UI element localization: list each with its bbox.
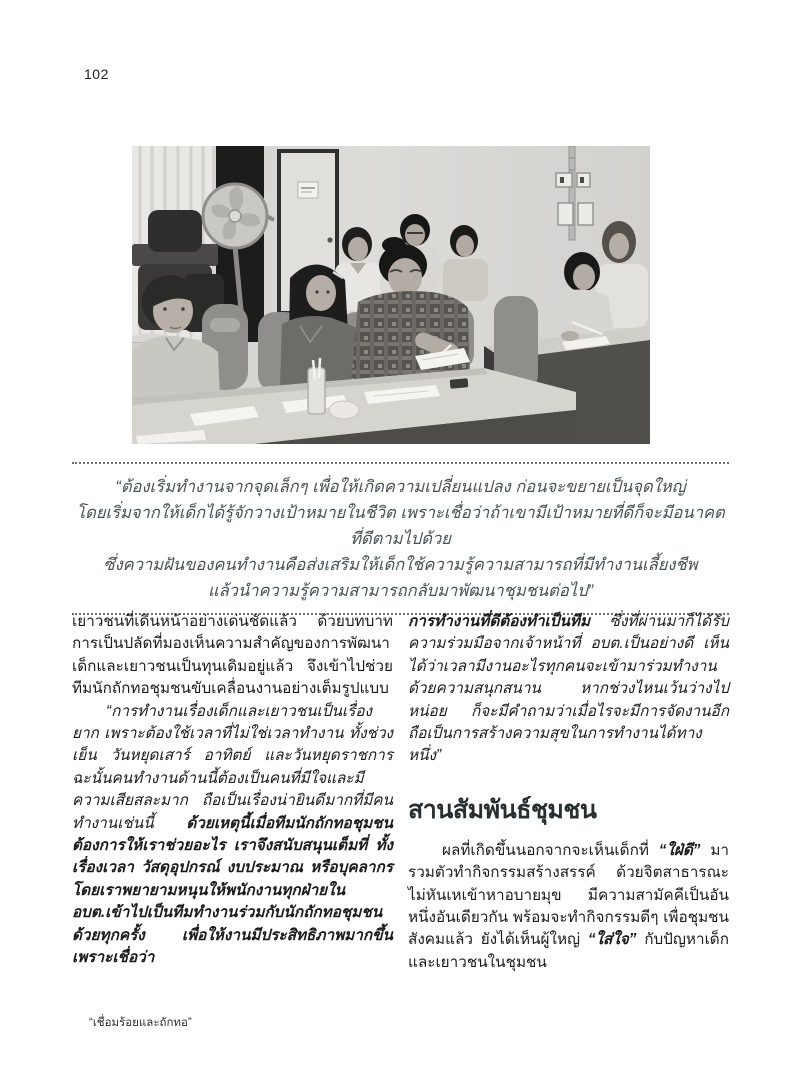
right-paragraph-2-post: กับปัญหาเด็กและเยาวชนในชุมชน (408, 931, 730, 971)
pull-quote-line-3: ซึ่งความฝันของคนทำงานคือส่งเสริมให้เด็กใช้ความรู้ความสามารถที่มีทำงานเลี้ยงชีพ (103, 556, 698, 574)
page-number: 102 (84, 66, 109, 82)
right-paragraph-2 (408, 840, 729, 974)
right-paragraph-1 (408, 611, 729, 768)
pull-quote (72, 462, 729, 615)
right-paragraph-1-lead: การทำงานที่ดีต้องทำเป็นทีม (408, 613, 591, 630)
right-paragraph-2-pre: ผลที่เกิดขึ้นนอกจากจะเห็นเด็กที่ (442, 841, 659, 859)
left-column (72, 611, 393, 974)
right-column (408, 611, 729, 974)
right-paragraph-2-quote2: “ใส่ใจ” (587, 931, 637, 949)
right-paragraph-2-mid: มารวมตัวทำกิจกรรมสร้างสรรค์ ด้วยจิตสาธารณะ ไม่หันเหเข้าหาอบายมุข มีความสามัคคีเป็นอันหนึ่งอันเดียวกัน พร้อมจะทำกิจกรรมดีๆ เพื่อชุมชนสังคมแล้ว ยังได้เห็นผู้ใหญ่ (408, 841, 729, 949)
pull-quote-line-2: โดยเริ่มจากให้เด็กได้รู้จักวางเป้าหมายในชีวิต เพราะเชื่อว่าถ้าเขามีเป้าหมายที่ดีก็จะมีอนาคตที่ดีตามไปด้วย (76, 504, 725, 548)
pull-quote-line-1: “ต้องเริ่มทำงานจากจุดเล็กๆ เพื่อให้เกิดความเปลี่ยนแปลง ก่อนจะขยายเป็นจุดใหญ่ (115, 478, 686, 496)
body-columns (72, 611, 729, 974)
running-footer: “เชื่อมร้อยและถักทอ” (89, 1017, 192, 1029)
meeting-photo (132, 146, 650, 444)
section-heading: สานสัมพันธ์ชุมชน (408, 795, 597, 824)
left-paragraph-2-quote: “การทำงานเรื่องเด็กและเยาวชนเป็นเรื่องยาก เพราะต้องใช้เวลาที่ไม่ใช่เวลาทำงาน ทั้งช่วงเย็น วันหยุดเสาร์ อาทิตย์ และวันหยุดราชการ ฉะนั้นคนทำงานด้านนี้ต้องเป็นคนที่มีใจและมีความเสียสละมาก ถือเป็นเรื่องน่ายินดีมากที่มีคนทำงานเช่นนี้ (72, 702, 393, 832)
pull-quote-line-4: แล้วนำความรู้ความสามารถกลับมาพัฒนาชุมชนต่อไป” (207, 582, 594, 600)
left-paragraph-2 (72, 701, 393, 970)
right-paragraph-1-rest: ซึ่งที่ผ่านมาก็ได้รับความร่วมมือจากเจ้าหน้าที่ อบต.เป็นอย่างดี เห็นได้ว่าเวลามีงานอะไรทุกคนจะเข้ามาร่วมทำงานด้วยความสนุกสนาน หากช่วงไหนเว้นว่างไปหน่อย ก็จะมีคำถามว่าเมื่อไรจะมีการจัดงานอีก ถือเป็นการสร้างความสุขในการทำงานได้ทางหนึ่ง” (408, 613, 729, 765)
meeting-photo-illustration (132, 146, 650, 444)
right-paragraph-2-quote1: “ใฝ่ดี” (658, 841, 701, 859)
left-paragraph-1: เยาวชนที่เดินหน้าอย่างเด่นชัดแล้ว ด้วยบทบาทการเป็นปลัดที่มองเห็นความสำคัญของการพัฒนาเด็กและเยาวชนเป็นทุนเดิมอยู่แล้ว จึงเข้าไปช่วยทีมนักถักทอชุมชนขับเคลื่อนงานอย่างเต็มรูปแบบ (72, 613, 393, 698)
left-paragraph-2-bold: ด้วยเหตุนี้เมื่อทีมนักถักทอชุมชนต้องการให้เราช่วยอะไร เราจึงสนับสนุนเต็มที่ ทั้งเรื่องเวลา วัสดุอุปกรณ์ งบประมาณ หรือบุคลากร โดยเราพยายามหนุนให้พนักงานทุกฝ่ายใน อบต.เข้าไปเป็นทีมทำงานร่วมกับนักถักทอชุมชนด้วยทุกครั้ง เพื่อให้งานมีประสิทธิภาพมากขึ้น เพราะเชื่อว่า (72, 814, 393, 967)
